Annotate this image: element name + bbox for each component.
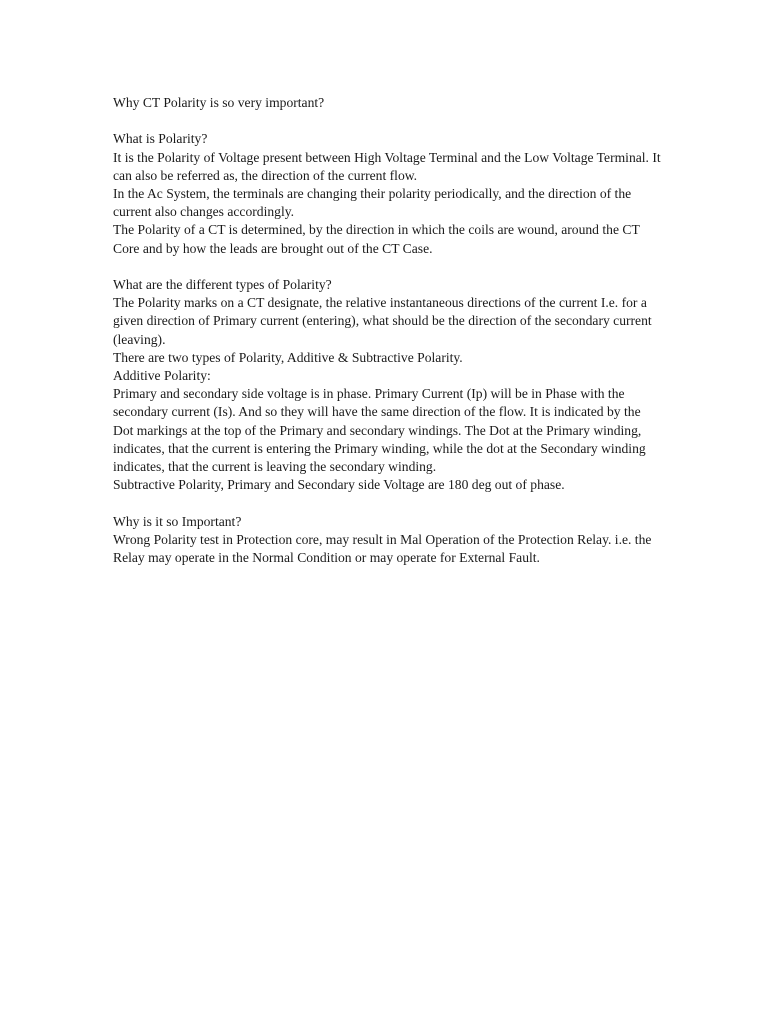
paragraph: Primary and secondary side voltage is in phase. Primary Current (Ip) will be in Phase with the secondary current (Is). And so they will have the same direction of the flow. It is indicated by the Dot markings at the top of the Primary and secondary windings. The Dot at the Primary winding, indicates, that the current is entering the Primary winding, while the dot at the Secondary winding indicates, that the current is leaving the secondary winding.: [113, 386, 646, 475]
subheading-additive-polarity: Additive Polarity:: [113, 368, 211, 384]
paragraph: In the Ac System, the terminals are changing their polarity periodically, and the direction of the current also changes accordingly.: [113, 186, 632, 220]
document-page: [113, 94, 661, 567]
spacer: [113, 112, 661, 130]
spacer: [113, 494, 661, 512]
section-heading-why-important: Why is it so Important?: [113, 513, 242, 529]
paragraph: The Polarity of a CT is determined, by the direction in which the coils are wound, around the CT Core and by how the leads are brought out of the CT Case.: [113, 222, 640, 256]
paragraph: The Polarity marks on a CT designate, the relative instantaneous directions of the current I.e. for a given direction of Primary current (entering), what should be the direction of the secondary current (leaving).: [113, 295, 652, 347]
paragraph: It is the Polarity of Voltage present between High Voltage Terminal and the Low Voltage Terminal. It can also be referred as, the direction of the current flow.: [113, 149, 661, 183]
section-heading-types-of-polarity: What are the different types of Polarity?: [113, 277, 332, 292]
paragraph: Wrong Polarity test in Protection core, may result in Mal Operation of the Protection Relay. i.e. the Relay may operate in the Normal Condition or may operate for External Fault.: [113, 531, 652, 566]
document-title: Why CT Polarity is so very important?: [113, 95, 325, 110]
section-heading-what-is-polarity: What is Polarity?: [113, 131, 208, 147]
paragraph: Subtractive Polarity, Primary and Secondary side Voltage are 180 deg out of phase.: [113, 477, 565, 493]
paragraph: There are two types of Polarity, Additive & Subtractive Polarity.: [113, 349, 463, 365]
spacer: [113, 258, 661, 276]
